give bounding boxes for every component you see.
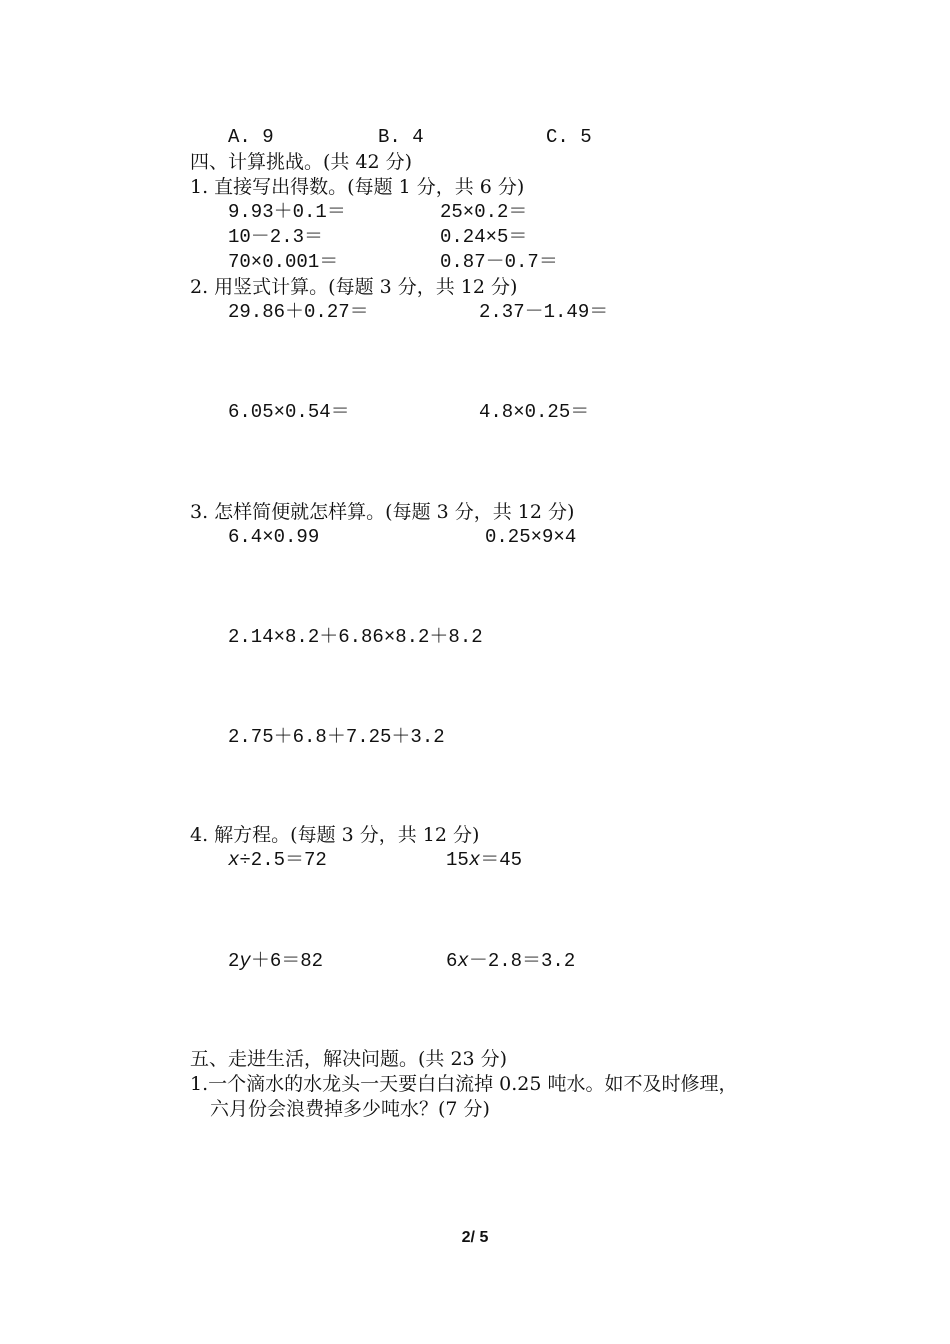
section-5-title: 五、走进生活，解决问题。(共 23 分): [190, 1048, 508, 1070]
calc-item: 70×0.001＝: [228, 251, 339, 273]
problem-1-line-1: 1.一个滴水的水龙头一天要白白流掉 0.25 吨水。如不及时修理，: [190, 1073, 738, 1095]
option-b: B. 4: [378, 126, 424, 148]
calc-item: 0.24×5＝: [440, 226, 528, 248]
variable-y: y: [239, 950, 251, 972]
part-3-title: 3. 怎样简便就怎样算。(每题 3 分，共 12 分): [190, 501, 575, 523]
part-4-title: 4. 解方程。(每题 3 分，共 12 分): [190, 824, 480, 846]
vertical-calc-item: 6.05×0.54＝: [228, 401, 350, 423]
calc-item: 0.87－0.7＝: [440, 251, 558, 273]
simplify-item: 2.14×8.2＋6.86×8.2＋8.2: [228, 626, 483, 648]
option-c: C. 5: [546, 126, 592, 148]
equation-4: 6x－2.8＝3.2: [446, 950, 576, 972]
variable-x: x: [468, 849, 481, 871]
vertical-calc-item: 4.8×0.25＝: [479, 401, 590, 423]
vertical-calc-item: 2.37－1.49＝: [479, 301, 609, 323]
part-2-title: 2. 用竖式计算。(每题 3 分，共 12 分): [190, 276, 518, 298]
equation-3: 2y＋6＝82: [228, 950, 324, 972]
variable-x: x: [457, 950, 469, 972]
calc-item: 25×0.2＝: [440, 201, 528, 223]
vertical-calc-item: 29.86＋0.27＝: [228, 301, 369, 323]
section-4-title: 四、计算挑战。(共 42 分): [190, 151, 413, 173]
variable-x: x: [228, 849, 240, 871]
part-1-title: 1. 直接写出得数。(每题 1 分，共 6 分): [190, 176, 525, 198]
problem-1-line-2: 六月份会浪费掉多少吨水？(7 分): [210, 1098, 490, 1120]
option-a: A. 9: [228, 126, 274, 148]
calc-item: 10－2.3＝: [228, 226, 324, 248]
simplify-item: 0.25×9×4: [485, 526, 577, 548]
simplify-item: 6.4×0.99: [228, 526, 320, 548]
simplify-item: 2.75＋6.8＋7.25＋3.2: [228, 726, 445, 748]
calc-item: 9.93＋0.1＝: [228, 201, 346, 223]
equation-1: x÷2.5＝72: [228, 849, 327, 871]
page-number: 2/ 5: [461, 1229, 489, 1246]
equation-2: 15x＝45: [446, 849, 523, 871]
